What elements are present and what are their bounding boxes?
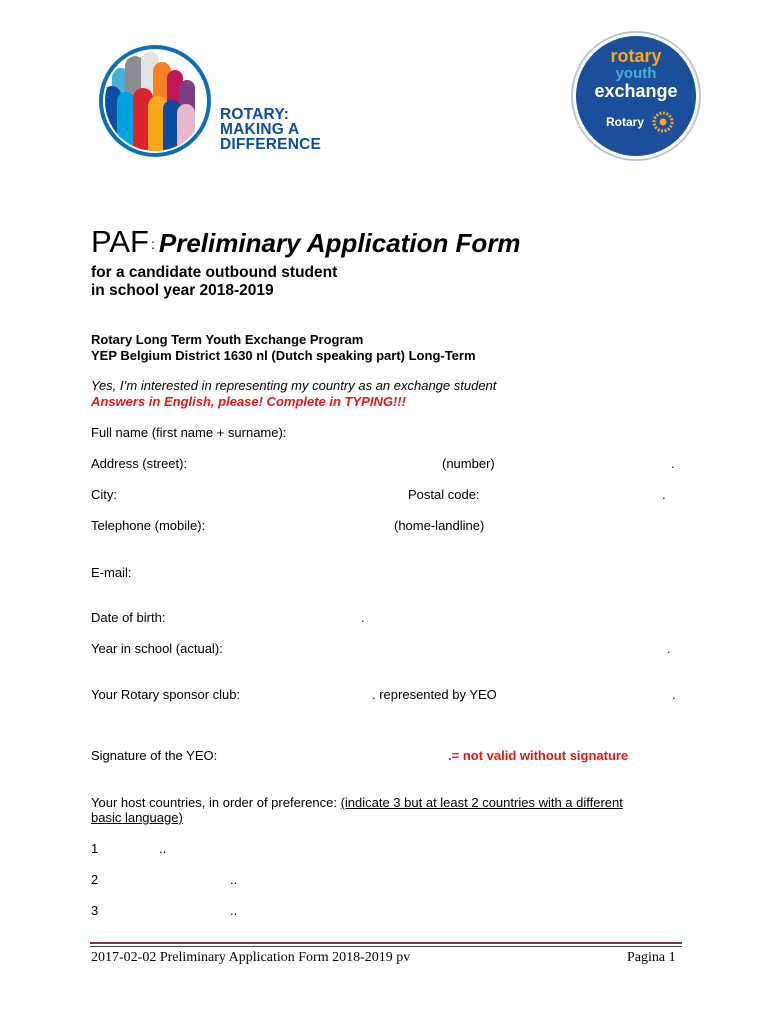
title-main: Preliminary Application Form: [158, 228, 521, 258]
logo-text-line: MAKING A: [220, 121, 300, 138]
address-end-dot: .: [671, 456, 675, 471]
host-country-number: 2: [91, 872, 99, 887]
full-name-label: Full name (first name + surname):: [91, 425, 287, 440]
sponsor-club-label: Your Rotary sponsor club:: [91, 687, 241, 702]
city-end-dot: .: [662, 487, 666, 502]
subtitle-line: for a candidate outbound student: [91, 264, 338, 281]
logo-youth-text: youth: [615, 65, 657, 82]
sponsor-end-dot: .: [672, 687, 676, 702]
year-in-school-label: Year in school (actual):: [91, 641, 223, 656]
host-country-dots: ..: [230, 903, 238, 918]
host-country-number: 3: [91, 903, 99, 918]
host-countries-note-line2: basic language): [91, 810, 183, 825]
dob-end-dot: .: [361, 610, 365, 625]
email-label: E-mail:: [91, 565, 132, 580]
title-paf: PAF: [91, 224, 149, 259]
rotary-youth-exchange-logo: [570, 30, 702, 162]
footer-document-info: 2017-02-02 Preliminary Application Form 2018-2019 pv: [91, 950, 411, 965]
host-countries-note: (indicate 3 but at least 2 countries with a different: [340, 795, 623, 810]
instruction-text: Answers in English, please! Complete in TYPING!!!: [91, 394, 406, 409]
host-country-number: 1: [91, 841, 99, 856]
logo-text-line: DIFFERENCE: [220, 136, 322, 153]
program-line-2: YEP Belgium District 1630 nl (Dutch speaking part) Long-Term: [91, 348, 476, 363]
telephone-label: Telephone (mobile):: [91, 518, 206, 533]
year-end-dot: .: [667, 641, 671, 656]
logo-text-line: ROTARY:: [220, 106, 290, 123]
host-countries-text: Your host countries, in order of preference:: [91, 795, 341, 810]
footer-divider: [90, 942, 682, 944]
number-label: (number): [442, 456, 495, 471]
not-valid-warning: .= not valid without signature: [448, 748, 629, 763]
page-title: [91, 222, 521, 264]
program-line-1: Rotary Long Term Youth Exchange Program: [91, 332, 364, 347]
dob-label: Date of birth:: [91, 610, 166, 625]
landline-label: (home-landline): [394, 518, 485, 533]
signature-label: Signature of the YEO:: [91, 748, 218, 763]
logo-rotary-small-text: Rotary: [605, 115, 645, 129]
host-country-dots: ..: [159, 841, 167, 856]
footer-page-number: Pagina 1: [627, 950, 676, 965]
title-colon: :: [151, 236, 155, 252]
footer-divider-thin: [90, 946, 682, 947]
represented-by-yeo-label: . represented by YEO: [372, 687, 497, 702]
subtitle-line: in school year 2018-2019: [91, 282, 274, 299]
address-label: Address (street):: [91, 456, 188, 471]
interest-statement: Yes, I’m interested in representing my country as an exchange student: [91, 378, 497, 393]
logo-rotary-text: rotary: [610, 46, 662, 66]
logo-text: [220, 107, 321, 152]
postal-code-label: Postal code:: [408, 487, 480, 502]
host-countries-label: [91, 795, 623, 810]
rotary-making-a-difference-logo: [93, 42, 217, 160]
subtitle: [91, 264, 337, 300]
city-label: City:: [91, 487, 117, 502]
logo-exchange-text: exchange: [594, 81, 678, 101]
host-country-dots: ..: [230, 872, 238, 887]
